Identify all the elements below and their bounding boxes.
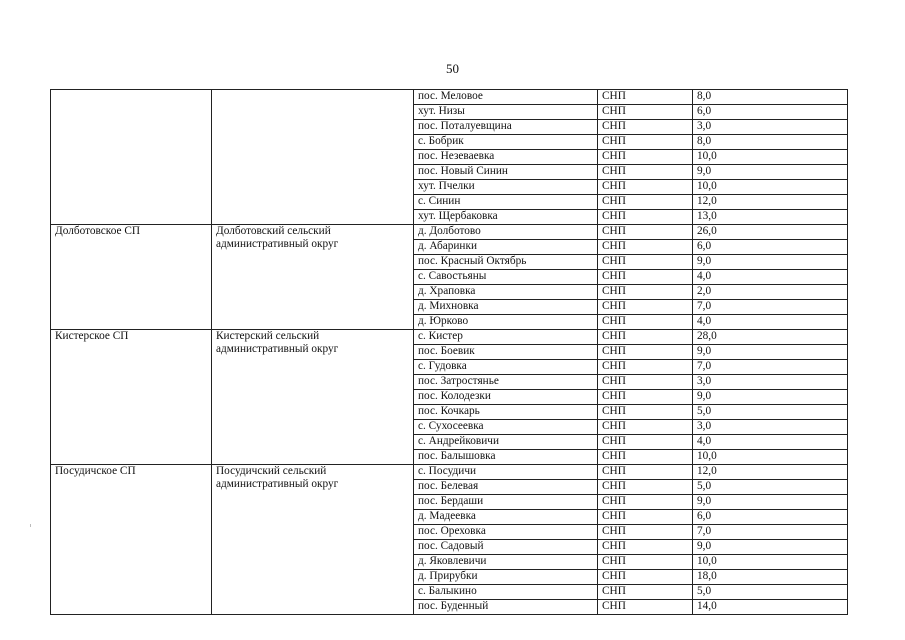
settlement-type-cell: СНП (598, 240, 693, 255)
settlement-name-cell: пос. Кочкарь (414, 405, 598, 420)
value-cell: 3,0 (693, 420, 848, 435)
settlements-table-body (51, 90, 848, 615)
table-row (51, 465, 848, 480)
settlement-type-cell: СНП (598, 510, 693, 525)
settlement-name-cell: пос. Бердаши (414, 495, 598, 510)
value-cell: 7,0 (693, 525, 848, 540)
settlement-name-cell: с. Бобрик (414, 135, 598, 150)
settlement-name-cell: с. Кистер (414, 330, 598, 345)
admin-district-cell: Кистерский сельский административный округ (212, 330, 414, 465)
value-cell: 9,0 (693, 540, 848, 555)
admin-district-cell: Посудичский сельский административный округ (212, 465, 414, 615)
value-cell: 5,0 (693, 480, 848, 495)
settlement-type-cell: СНП (598, 375, 693, 390)
settlement-type-cell: СНП (598, 165, 693, 180)
settlement-name-cell: хут. Пчелки (414, 180, 598, 195)
margin-mark (30, 524, 31, 527)
settlement-name-cell: д. Юрково (414, 315, 598, 330)
settlement-name-cell: хут. Щербаковка (414, 210, 598, 225)
value-cell: 8,0 (693, 90, 848, 105)
settlement-type-cell: СНП (598, 345, 693, 360)
value-cell: 10,0 (693, 180, 848, 195)
settlement-name-cell: пос. Балышовка (414, 450, 598, 465)
settlement-name-cell: с. Посудичи (414, 465, 598, 480)
value-cell: 9,0 (693, 345, 848, 360)
settlement-type-cell: СНП (598, 600, 693, 615)
settlement-type-cell: СНП (598, 135, 693, 150)
value-cell: 10,0 (693, 555, 848, 570)
settlement-name-cell: с. Савостьяны (414, 270, 598, 285)
settlement-type-cell: СНП (598, 330, 693, 345)
settlement-name-cell: с. Сухосеевка (414, 420, 598, 435)
settlement-name-cell: пос. Незеваевка (414, 150, 598, 165)
settlement-name-cell: д. Михновка (414, 300, 598, 315)
settlement-type-cell: СНП (598, 180, 693, 195)
rural-settlement-cell: Кистерское СП (51, 330, 212, 465)
rural-settlement-cell: Посудичское СП (51, 465, 212, 615)
settlement-name-cell: д. Храповка (414, 285, 598, 300)
settlement-type-cell: СНП (598, 270, 693, 285)
value-cell: 7,0 (693, 300, 848, 315)
table-row (51, 225, 848, 240)
value-cell: 12,0 (693, 195, 848, 210)
value-cell: 28,0 (693, 330, 848, 345)
settlement-name-cell: д. Яковлевичи (414, 555, 598, 570)
settlement-type-cell: СНП (598, 225, 693, 240)
settlement-type-cell: СНП (598, 480, 693, 495)
value-cell: 8,0 (693, 135, 848, 150)
value-cell: 10,0 (693, 450, 848, 465)
settlement-name-cell: д. Долботово (414, 225, 598, 240)
settlement-type-cell: СНП (598, 255, 693, 270)
settlement-type-cell: СНП (598, 570, 693, 585)
settlement-type-cell: СНП (598, 585, 693, 600)
settlements-table (50, 89, 848, 615)
settlement-type-cell: СНП (598, 435, 693, 450)
settlement-name-cell: с. Синин (414, 195, 598, 210)
value-cell: 4,0 (693, 315, 848, 330)
table-row (51, 90, 848, 105)
settlement-name-cell: хут. Низы (414, 105, 598, 120)
settlement-type-cell: СНП (598, 90, 693, 105)
value-cell: 3,0 (693, 120, 848, 135)
rural-settlement-cell (51, 90, 212, 225)
settlement-name-cell: д. Абаринки (414, 240, 598, 255)
settlement-name-cell: с. Балыкино (414, 585, 598, 600)
settlement-name-cell: с. Андрейковичи (414, 435, 598, 450)
settlement-type-cell: СНП (598, 210, 693, 225)
settlement-type-cell: СНП (598, 450, 693, 465)
settlement-name-cell: пос. Садовый (414, 540, 598, 555)
table-row (51, 330, 848, 345)
value-cell: 3,0 (693, 375, 848, 390)
settlement-name-cell: пос. Белевая (414, 480, 598, 495)
value-cell: 26,0 (693, 225, 848, 240)
settlement-type-cell: СНП (598, 420, 693, 435)
value-cell: 12,0 (693, 465, 848, 480)
settlement-type-cell: СНП (598, 105, 693, 120)
settlement-name-cell: д. Прирубки (414, 570, 598, 585)
value-cell: 13,0 (693, 210, 848, 225)
settlement-name-cell: с. Гудовка (414, 360, 598, 375)
admin-district-cell (212, 90, 414, 225)
value-cell: 9,0 (693, 390, 848, 405)
settlement-type-cell: СНП (598, 555, 693, 570)
settlement-type-cell: СНП (598, 120, 693, 135)
value-cell: 9,0 (693, 165, 848, 180)
settlement-type-cell: СНП (598, 300, 693, 315)
settlement-type-cell: СНП (598, 495, 693, 510)
value-cell: 6,0 (693, 105, 848, 120)
value-cell: 18,0 (693, 570, 848, 585)
settlement-type-cell: СНП (598, 150, 693, 165)
value-cell: 6,0 (693, 510, 848, 525)
settlement-type-cell: СНП (598, 285, 693, 300)
settlement-name-cell: пос. Поталуевщина (414, 120, 598, 135)
page-number: 50 (446, 61, 459, 76)
value-cell: 9,0 (693, 495, 848, 510)
settlement-name-cell: пос. Колодезки (414, 390, 598, 405)
settlement-type-cell: СНП (598, 390, 693, 405)
settlement-type-cell: СНП (598, 405, 693, 420)
value-cell: 2,0 (693, 285, 848, 300)
settlement-type-cell: СНП (598, 360, 693, 375)
settlement-name-cell: пос. Буденный (414, 600, 598, 615)
settlement-name-cell: пос. Красный Октябрь (414, 255, 598, 270)
value-cell: 6,0 (693, 240, 848, 255)
value-cell: 7,0 (693, 360, 848, 375)
admin-district-cell: Долботовский сельский административный округ (212, 225, 414, 330)
settlement-type-cell: СНП (598, 195, 693, 210)
settlement-name-cell: пос. Новый Синин (414, 165, 598, 180)
rural-settlement-cell: Долботовское СП (51, 225, 212, 330)
value-cell: 5,0 (693, 585, 848, 600)
value-cell: 4,0 (693, 435, 848, 450)
settlement-name-cell: пос. Боевик (414, 345, 598, 360)
value-cell: 4,0 (693, 270, 848, 285)
settlement-type-cell: СНП (598, 525, 693, 540)
settlement-type-cell: СНП (598, 465, 693, 480)
settlement-name-cell: пос. Затростянье (414, 375, 598, 390)
settlement-name-cell: пос. Меловое (414, 90, 598, 105)
value-cell: 5,0 (693, 405, 848, 420)
settlement-name-cell: пос. Ореховка (414, 525, 598, 540)
value-cell: 9,0 (693, 255, 848, 270)
value-cell: 10,0 (693, 150, 848, 165)
value-cell: 14,0 (693, 600, 848, 615)
settlement-name-cell: д. Мадеевка (414, 510, 598, 525)
settlement-type-cell: СНП (598, 315, 693, 330)
settlement-type-cell: СНП (598, 540, 693, 555)
